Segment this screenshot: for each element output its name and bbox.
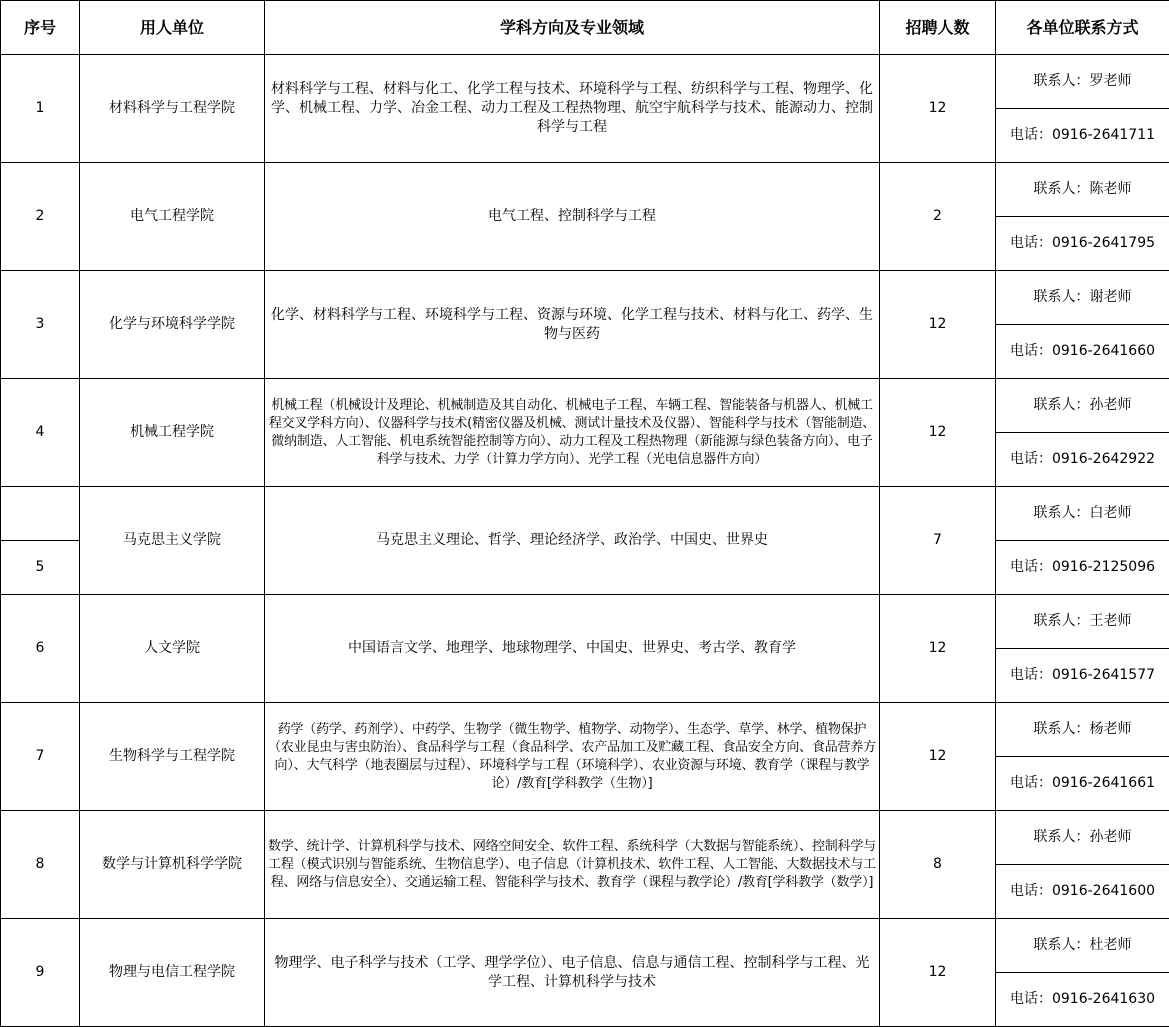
row-seq: 9 [1, 919, 80, 1027]
row-seq: 4 [1, 379, 80, 487]
row-unit: 生物科学与工程学院 [80, 703, 265, 811]
row-contact-phone: 电话：0916-2641600 [996, 865, 1169, 919]
row-contact-phone: 电话：0916-2641660 [996, 325, 1169, 379]
table-row [1, 487, 1169, 541]
row-count: 12 [880, 595, 996, 703]
row-major: 数学、统计学、计算机科学与技术、网络空间安全、软件工程、系统科学（大数据与智能系统）、控制科学与工程（模式识别与智能系统、生物信息学）、电子信息（计算机技术、软件工程、人工智能、大数据技术与工程、网络与信息安全）、交通运输工程、智能科学与技术、教育学（课程与教学论）/教育[学科教学（数学）] [265, 811, 880, 919]
row-unit: 机械工程学院 [80, 379, 265, 487]
table-row [1, 55, 1169, 109]
header-major: 学科方向及专业领域 [265, 1, 880, 55]
row-seq: 1 [1, 55, 80, 163]
row-unit: 电气工程学院 [80, 163, 265, 271]
row-major: 马克思主义理论、哲学、理论经济学、政治学、中国史、世界史 [265, 487, 880, 595]
row-unit: 马克思主义学院 [80, 487, 265, 595]
row-contact-person: 联系人：孙老师 [996, 811, 1169, 865]
table-row [1, 811, 1169, 865]
row-count: 12 [880, 919, 996, 1027]
row-contact-person: 联系人：白老师 [996, 487, 1169, 541]
row-contact-phone: 电话：0916-2641577 [996, 649, 1169, 703]
row-unit: 物理与电信工程学院 [80, 919, 265, 1027]
row-contact-phone: 电话：0916-2641711 [996, 109, 1169, 163]
row-seq-empty [1, 487, 80, 541]
row-count: 7 [880, 487, 996, 595]
row-contact-person: 联系人：谢老师 [996, 271, 1169, 325]
row-contact-phone: 电话：0916-2642922 [996, 433, 1169, 487]
row-contact-phone: 电话：0916-2125096 [996, 541, 1169, 595]
row-contact-person: 联系人：罗老师 [996, 55, 1169, 109]
table-row [1, 703, 1169, 757]
row-count: 12 [880, 271, 996, 379]
row-count: 12 [880, 379, 996, 487]
row-major: 中国语言文学、地理学、地球物理学、中国史、世界史、考古学、教育学 [265, 595, 880, 703]
table-row [1, 379, 1169, 433]
header-count: 招聘人数 [880, 1, 996, 55]
table-row [1, 163, 1169, 217]
row-unit: 人文学院 [80, 595, 265, 703]
row-seq: 6 [1, 595, 80, 703]
row-contact-phone: 电话：0916-2641795 [996, 217, 1169, 271]
row-count: 12 [880, 55, 996, 163]
row-major: 化学、材料科学与工程、环境科学与工程、资源与环境、化学工程与技术、材料与化工、药学、生物与医药 [265, 271, 880, 379]
header-contact: 各单位联系方式 [996, 1, 1169, 55]
row-seq: 5 [1, 541, 80, 595]
row-contact-person: 联系人：杨老师 [996, 703, 1169, 757]
row-contact-phone: 电话：0916-2641630 [996, 973, 1169, 1027]
row-major: 药学（药学、药剂学）、中药学、生物学（微生物学、植物学、动物学）、生态学、草学、林学、植物保护（农业昆虫与害虫防治）、食品科学与工程（食品科学、农产品加工及贮藏工程、食品安全方向、食品营养方向）、大气科学（地表圈层与过程）、环境科学与工程（环境科学）、农业资源与环境、教育学（课程与教学论）/教育[学科教学（生物）] [265, 703, 880, 811]
row-count: 12 [880, 703, 996, 811]
row-count: 8 [880, 811, 996, 919]
table-row [1, 919, 1169, 973]
row-count: 2 [880, 163, 996, 271]
row-major: 物理学、电子科学与技术（工学、理学学位）、电子信息、信息与通信工程、控制科学与工程、光学工程、计算机科学与技术 [265, 919, 880, 1027]
row-contact-person: 联系人：孙老师 [996, 379, 1169, 433]
row-major: 电气工程、控制科学与工程 [265, 163, 880, 271]
row-seq: 8 [1, 811, 80, 919]
table-row [1, 271, 1169, 325]
row-unit: 材料科学与工程学院 [80, 55, 265, 163]
row-unit: 数学与计算机科学学院 [80, 811, 265, 919]
row-contact-person: 联系人：王老师 [996, 595, 1169, 649]
header-seq: 序号 [1, 1, 80, 55]
header-row [1, 1, 1169, 55]
row-major: 机械工程（机械设计及理论、机械制造及其自动化、机械电子工程、车辆工程、智能装备与机器人、机械工程交叉学科方向）、仪器科学与技术(精密仪器及机械、测试计量技术及仪器）、智能科学与技术（智能制造、微纳制造、人工智能、机电系统智能控制等方向）、动力工程及工程热物理（新能源与绿色装备方向）、电子科学与技术、力学（计算力学方向）、光学工程（光电信息器件方向） [265, 379, 880, 487]
row-major: 材料科学与工程、材料与化工、化学工程与技术、环境科学与工程、纺织科学与工程、物理学、化学、机械工程、力学、冶金工程、动力工程及工程热物理、航空宇航科学与技术、能源动力、控制科学与工程 [265, 55, 880, 163]
row-unit: 化学与环境科学学院 [80, 271, 265, 379]
row-contact-phone: 电话：0916-2641661 [996, 757, 1169, 811]
row-contact-person: 联系人：陈老师 [996, 163, 1169, 217]
table-row [1, 595, 1169, 649]
row-seq: 3 [1, 271, 80, 379]
row-seq: 2 [1, 163, 80, 271]
row-seq: 7 [1, 703, 80, 811]
row-contact-person: 联系人：杜老师 [996, 919, 1169, 973]
header-unit: 用人单位 [80, 1, 265, 55]
